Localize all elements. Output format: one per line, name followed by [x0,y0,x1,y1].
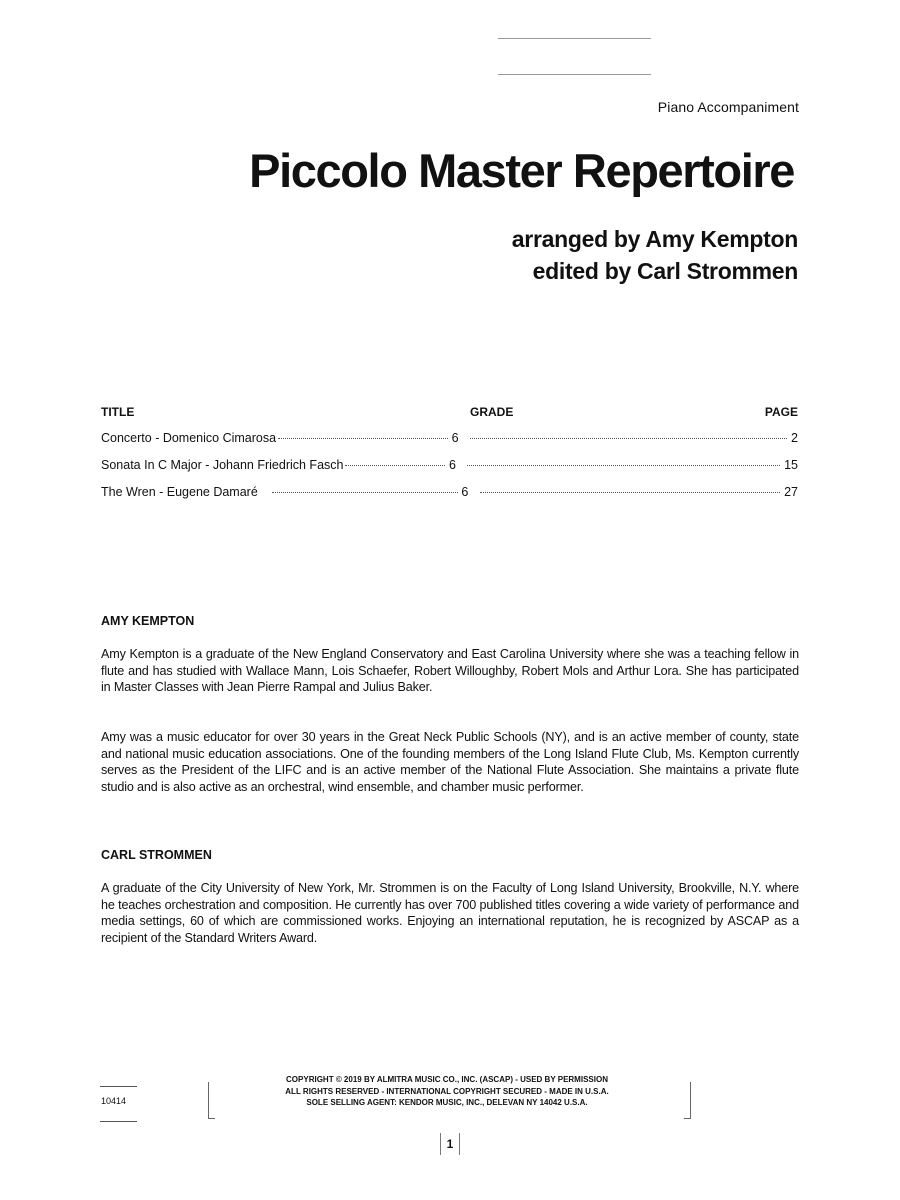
toc-header-title: TITLE [101,405,135,419]
copyright-line: SOLE SELLING AGENT: KENDOR MUSIC, INC., DELEVAN NY 14042 U.S.A. [306,1098,588,1107]
leader-dots [470,438,787,439]
copyright-line: ALL RIGHTS RESERVED - INTERNATIONAL COPYRIGHT SECURED - MADE IN U.S.A. [285,1086,609,1096]
editor-credit: edited by Carl Strommen [532,258,798,284]
toc-row-page: 15 [784,458,798,472]
toc-row [101,458,798,485]
blank-line-top [498,38,651,39]
toc-row-title: The Wren - Eugene Damaré [101,485,258,499]
catalog-number: 10414 [101,1096,127,1106]
leader-dots [272,492,458,493]
catalog-rule-bottom [100,1121,137,1122]
toc-row-page: 27 [784,485,798,499]
subtitle: Piano Accompaniment [657,99,799,115]
strommen-heading: CARL STROMMEN [101,848,212,862]
toc-row [101,485,798,512]
copyright-line: COPYRIGHT © 2019 BY ALMITRA MUSIC CO., INC. (ASCAP) - USED BY PERMISSION [286,1075,608,1084]
toc-row-title: Sonata In C Major - Johann Friedrich Fasch [101,458,344,472]
toc-row [101,431,798,458]
leader-dots [278,438,448,439]
catalog-rule-top [100,1086,137,1087]
toc-row-grade: 6 [448,458,456,472]
leader-dots [467,465,780,466]
arranger-credit: arranged by Amy Kempton [511,226,798,252]
toc-header [101,405,798,425]
kempton-bio-paragraph-2: Amy was a music educator for over 30 years in the Great Neck Public Schools (NY), and is an active member of county, state and national music education associations. One of the founding members of the Long Island Flute Club, Ms. Kempton currently serves as the President of the LIFC and is an active member of the National Flute Association. She maintains a private flute studio and is also active as an orchestral, wind ensemble, and chamber music performer. [101,730,799,794]
leader-dots [480,492,780,493]
toc-row-title: Concerto - Domenico Cimarosa [101,431,277,445]
copyright-notice [209,1074,685,1114]
blank-line-second [498,74,651,75]
kempton-heading: AMY KEMPTON [101,614,195,628]
page-number: 1 [440,1133,460,1155]
page-title: Piccolo Master Repertoire [249,144,794,197]
toc-row-grade: 6 [461,485,469,499]
copyright-bracket-right [684,1082,691,1119]
toc-header-page: PAGE [764,405,798,419]
toc-row-grade: 6 [451,431,459,445]
kempton-bio-paragraph-1: Amy Kempton is a graduate of the New England Conservatory and East Carolina University where she was a teaching fellow in flute and has studied with Wallace Mann, Lois Schaefer, Robert Willoughby, Robert Mols and Arthur Lora. She has participated in Master Classes with Jean Pierre Rampal and Julius Baker. [101,647,799,695]
table-of-contents [101,405,798,512]
strommen-bio-paragraph: A graduate of the City University of New York, Mr. Strommen is on the Faculty of Long Island University, Brookville, N.Y. where he teaches orchestration and composition. He currently has over 700 published titles covering a wide variety of performance and media settings, 60 of which are commissioned works. Enjoying an international reputation, he is recognized by ASCAP as a recipient of the Standard Writers Award. [101,881,799,945]
toc-header-grade: GRADE [470,405,514,419]
leader-dots [345,465,445,466]
toc-row-page: 2 [791,431,798,445]
